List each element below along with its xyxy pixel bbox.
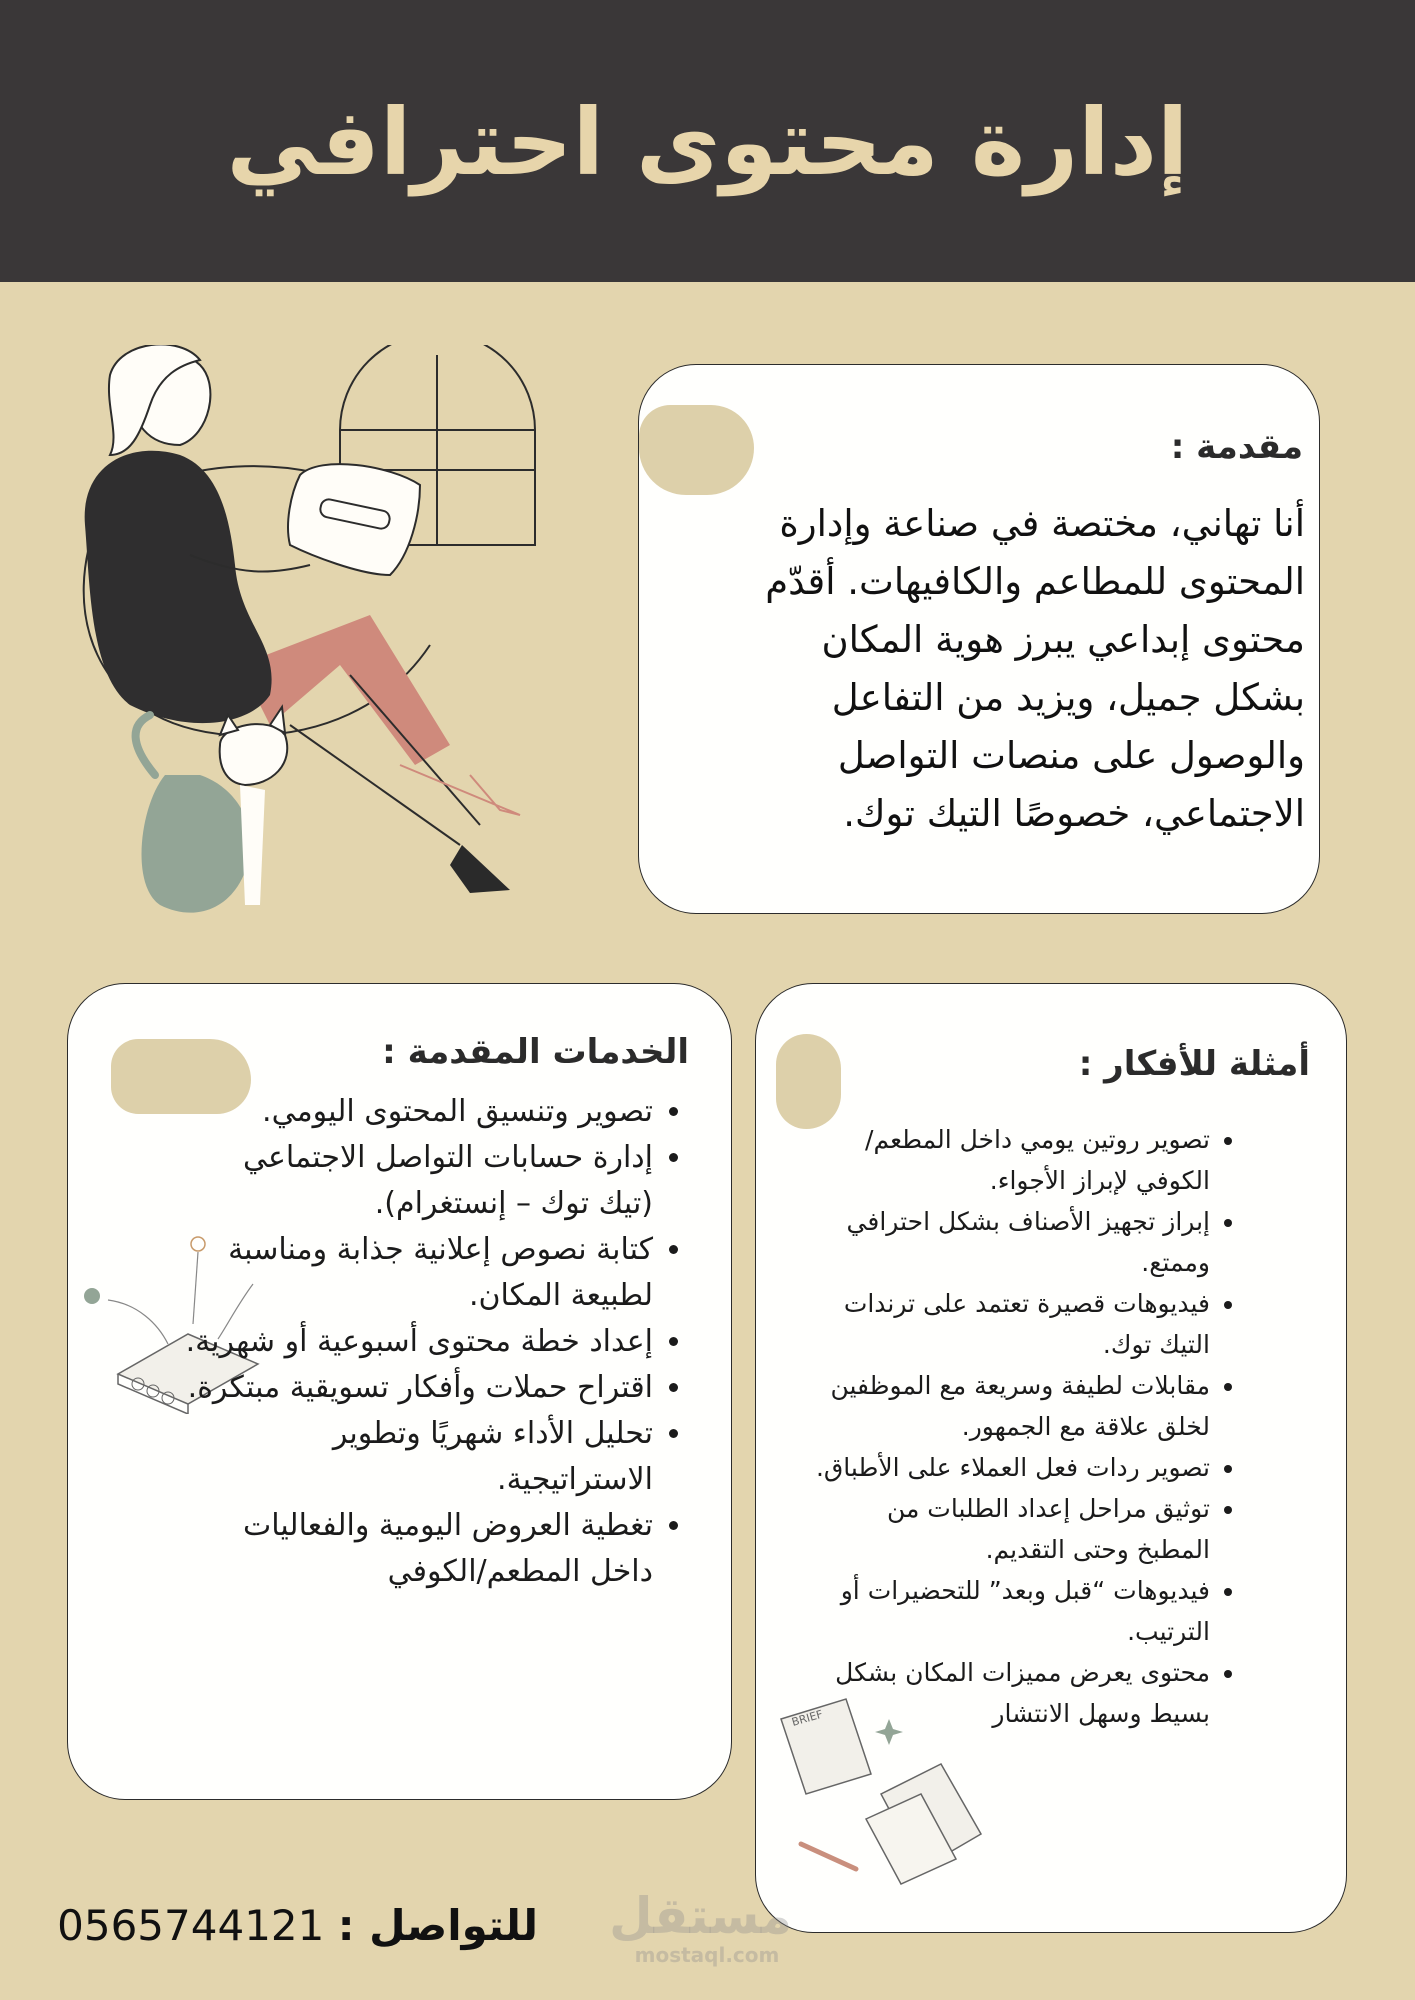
intro-line: بشكل جميل، ويزيد من التفاعل — [831, 676, 1305, 719]
services-card — [67, 983, 732, 1800]
woman-laptop-illustration — [70, 345, 590, 925]
watermark-arabic: مستقل — [609, 1887, 792, 1945]
ideas-card — [755, 983, 1347, 1933]
list-item: • مقابلات لطيفة وسريعة مع الموظفين لخلق علاقة مع الجمهور. — [815, 1365, 1210, 1447]
header-bar — [0, 0, 1415, 282]
list-item: • اقتراح حملات وأفكار تسويقية مبتكرة. — [183, 1365, 653, 1411]
list-item: • إبراز تجهيز الأصناف بشكل احترافي وممتع. — [815, 1201, 1210, 1283]
list-item: • تصوير وتنسيق المحتوى اليومي. — [183, 1089, 653, 1135]
contact-label: للتواصل : — [337, 1901, 538, 1950]
svg-text:BRIEF: BRIEF — [790, 1707, 825, 1729]
ideas-title: أمثلة للأفكار : — [1078, 1044, 1310, 1084]
services-list — [183, 1089, 689, 1595]
ideas-list — [815, 1119, 1246, 1734]
list-item: • تغطية العروض اليومية والفعاليات داخل المطعم/الكوفي — [183, 1503, 653, 1595]
list-item: • توثيق مراحل إعداد الطلبات من المطبخ وحتى التقديم. — [815, 1488, 1210, 1570]
list-item: • فيديوهات “قبل وبعد” للتحضيرات أو الترتيب. — [815, 1570, 1210, 1652]
list-item: • فيديوهات قصيرة تعتمد على ترندات التيك توك. — [815, 1283, 1210, 1365]
list-item: • تصوير ردات فعل العملاء على الأطباق. — [815, 1447, 1210, 1488]
decorative-blob — [776, 1034, 841, 1129]
intro-line: والوصول على منصات التواصل — [837, 734, 1305, 777]
list-item: • كتابة نصوص إعلانية جذابة ومناسبة لطبيعة المكان. — [183, 1227, 653, 1319]
list-item: • إعداد خطة محتوى أسبوعية أو شهرية. — [183, 1319, 653, 1365]
list-item: • محتوى يعرض مميزات المكان بشكل بسيط وسهل الانتشار — [815, 1652, 1210, 1734]
list-item: • إدارة حسابات التواصل الاجتماعي (تيك توك – إنستغرام). — [183, 1135, 653, 1227]
intro-line: أنا تهاني، مختصة في صناعة وإدارة — [779, 502, 1305, 545]
intro-card — [638, 364, 1320, 914]
watermark — [609, 1887, 792, 1967]
list-item: • تحليل الأداء شهريًا وتطوير الاستراتيجية. — [183, 1411, 653, 1503]
intro-line: الاجتماعي، خصوصًا التيك توك. — [843, 792, 1305, 835]
intro-title: مقدمة : — [1170, 427, 1303, 467]
contact-phone: 0565744121 — [57, 1901, 325, 1950]
watermark-latin: mostaql.com — [634, 1943, 780, 1967]
intro-line: محتوى إبداعي يبرز هوية المكان — [821, 618, 1305, 661]
list-item: • تصوير روتين يومي داخل المطعم/الكوفي لإبراز الأجواء. — [815, 1119, 1210, 1201]
contact-line — [57, 1896, 538, 1956]
services-title: الخدمات المقدمة : — [382, 1032, 689, 1072]
page-title: إدارة محتوى احترافي — [226, 89, 1189, 196]
intro-line: المحتوى للمطاعم والكافيهات. أقدّم — [765, 560, 1305, 603]
intro-text — [665, 495, 1305, 843]
decorative-blob — [639, 405, 754, 495]
